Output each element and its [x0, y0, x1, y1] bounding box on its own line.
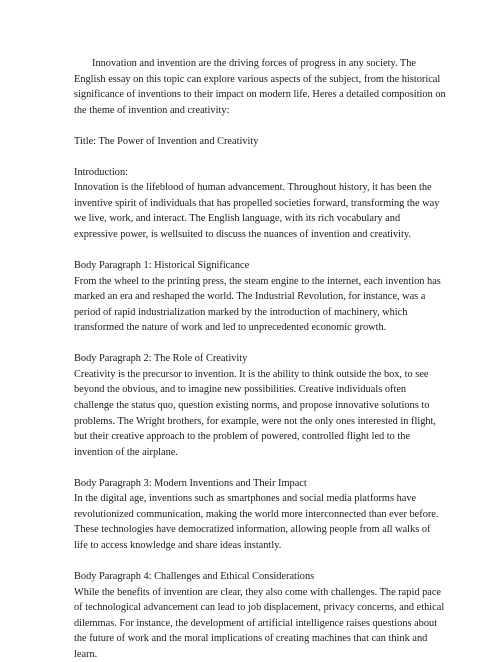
section-line: problems. The Wright brothers, for example, were not the only ones interested in flight,: [74, 415, 437, 427]
paragraph-gap: [74, 243, 436, 259]
section-line: invention of the airplane.: [74, 446, 178, 458]
essay-body: [74, 56, 446, 662]
section-line: the future of work and the moral implications of creating machines that can think and: [74, 633, 428, 645]
section-line: transformed the nature of work and led to unprecedented economic growth.: [74, 322, 387, 334]
section-line: expressive power, is wellsuited to discuss the nuances of invention and creativity.: [74, 229, 412, 241]
paragraph-gap: [74, 554, 436, 570]
intro-line: English essay on this topic can explore various aspects of the subject, from the historical: [74, 73, 441, 85]
section-line: Creativity is the precursor to invention. It is the ability to think outside the box, to see: [74, 368, 429, 380]
section-line: From the wheel to the printing press, the steam engine to the internet, each invention has: [74, 275, 441, 287]
section-line: These technologies have democratized information, allowing people from all walks of: [74, 524, 431, 536]
section-line: life to access knowledge and share ideas instantly.: [74, 539, 282, 551]
intro-line: significance of inventions to their impact on modern life. Heres a detailed composition on: [74, 89, 446, 101]
section-heading-historical: Body Paragraph 1: Historical Significance: [74, 260, 250, 272]
section-line: learn.: [74, 648, 98, 660]
section-line: we live, work, and interact. The English language, with its rich vocabulary and: [74, 213, 401, 225]
section-heading-challenges: Body Paragraph 4: Challenges and Ethical Considerations: [74, 571, 315, 583]
paragraph-gap: [74, 460, 436, 476]
section-heading-creativity: Body Paragraph 2: The Role of Creativity: [74, 353, 248, 365]
section-line: revolutionized communication, making the world more interconnected than ever before.: [74, 508, 439, 520]
section-line: but their creative approach to the problem of powered, controlled flight led to the: [74, 431, 411, 443]
section-heading-modern: Body Paragraph 3: Modern Inventions and Their Impact: [74, 477, 307, 489]
section-heading-introduction: Introduction:: [74, 166, 129, 178]
paragraph-gap: [74, 118, 436, 134]
section-line: inventive spirit of individuals that has propelled societies forward, transforming the way: [74, 197, 440, 209]
section-line: While the benefits of invention are clear, they also come with challenges. The rapid pace: [74, 586, 442, 598]
intro-line: the theme of invention and creativity:: [74, 104, 230, 116]
essay-title: Title: The Power of Invention and Creativity: [74, 135, 259, 147]
intro-line: Innovation and invention are the driving forces of progress in any society. The: [92, 58, 417, 69]
section-line: In the digital age, inventions such as smartphones and social media platforms have: [74, 493, 417, 505]
section-line: dilemmas. For instance, the development of artificial intelligence raises questions about: [74, 617, 438, 629]
section-line: of technological advancement can lead to job displacement, privacy concerns, and ethical: [74, 602, 445, 614]
section-line: Innovation is the lifeblood of human advancement. Throughout history, it has been the: [74, 182, 432, 194]
section-line: marked an era and reshaped the world. The Industrial Revolution, for instance, was a: [74, 291, 426, 303]
section-line: beyond the obvious, and to imagine new possibilities. Creative individuals often: [74, 384, 407, 396]
paragraph-gap: [74, 336, 436, 352]
section-line: period of rapid industrialization marked by the introduction of machinery, which: [74, 306, 408, 318]
section-line: challenge the status quo, question existing norms, and propose innovative solutions to: [74, 400, 430, 412]
paragraph-gap: [74, 149, 436, 165]
